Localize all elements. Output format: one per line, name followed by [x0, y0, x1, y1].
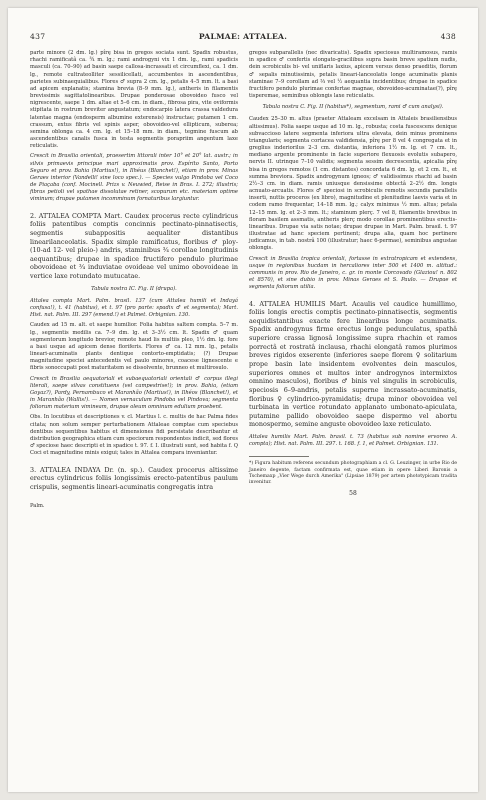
- left-column: [30, 50, 238, 510]
- species-heading-attalea-indaya: 3. ATTALEA INDAYA Dr. (n. sp.). Caudex procerus altissime erectus cylindricus foliis longissimis erecto-patentibus paulum crispulis, segmentis lineari-acuminatis congregatis intra: [30, 465, 238, 491]
- right-column: [249, 50, 457, 497]
- running-header: [30, 32, 456, 44]
- plate-reference-3: Tabula nostra C. Fig. II (habitus*), segmentum, rami ♂ cum analysi).: [262, 104, 444, 111]
- species-heading-attalea-humilis: 4. ATTALEA HUMILIS Mart. Acaulis vel caudice humillimo, foliis longis erectis comptis pectinato-pinnatisectis, segmentis aequidistantibus exacte fere linearibus longe acuminatis. Spadix androgynus firme erectus longe pedunculatus, spathâ superiore crassa lignosâ longissime supra rhachin et ramos porrectâ et rostratâ inclausa, rhachi elongatâ ramos plurimos breves rigidos exserente (inferiores saepe florem ♀ solitarium prope basin late insidentem evolventes dein masculos, superiores omnes et multos inter androgynos intermixtos omnino masculos), floribus ♂ binis vel singulis in scrobiculis, speciosis 6–9-andris, petalis superne incrassato-acuminatis, floribus ♀ cylindrico-pyramidatis; drupa minor obovoidea vel turbinata in vertice rotundato applanato umbonato-apiculata, putamine pallido obovoideo saepe dispermo vel abortu monospermo, semine anguste obovoideo laxe reticulato.: [249, 299, 457, 429]
- citation-2: Attalea compta Mart. Palm. brasil. 137 (cum Attalea humili et Indayá confusa!), t. 41 (habitus), et t. 97 (pro parte: spadix ♂ et segmenta); Mart. Hist. nat. Palm. III. 297 (emend.!) et Palmet. Orbignian. 130.: [30, 297, 238, 319]
- footnote-rule: [249, 456, 309, 457]
- plate-reference-2: Tabula nostra IC. Fig. II (drupa).: [91, 285, 177, 292]
- paragraph-distribution-1: Crescit in Brasilia orientali, praesertim littorali inter 10° et 20° lat. austr.; in silvis primaevis principue mari approximatis prov. Espírito Santo, Porto Seguro et prov. Bahia (Martius!), in Ilhéus (Blanchet!), etiam in prov. Minas Geraes interior (Vandelli! sine loco spec.). — Species vulgo Pindoba vel Coco de Piaçaba (conf. Mocinell. Prizs v. Neuwied, Reise in Bras. I. 272; illustris; fibras petioli vel spathae dissolutae retiner, scopurum etc. materiam optime viminum; drupae putamen incomminum fornaturibus largiuntur.: [30, 153, 238, 203]
- species-heading-attalea-compta: 2. ATTALEA COMPTA Mart. Caudex procerus recte cylindricus foliis patentibus comptis concinnis pectinato-pinnatisectis, segmentis subappositis aequaliter distantibus linearilanceolatis. Spadix simple ramificatus, floribus ♂ ploy-(10-ad 12- vel pleio-) andris, staminibus ¾ corollae longitudinis aequantibus; drupae in spadice fructifero pendulo plurimae obovoideae et ¾ induviatae ovoideae vel unimo obovoideae in vertice laxe rotundato mutucatae.: [30, 211, 238, 281]
- paragraph-description-2: Caudex ad 15 m. alt. et saepe humilior. Folia habitus saltem compta. 5–7 m. lg., segmentis medilis ca. 7–9 dm. lg. et 3–3½ cm. lt. Spadix ♂ quam segmentorum longitudo brevior, remote haud lis multiis pleo, 1½ dm. lg. fore a basi usque ad apicem dense floriferis. Flores ♂ ca. 12 mm. lg., petalis lineari-acuminatis plants dentique contorto-emptidatis; (?) Drupae magnitudine speciei antecedentis vel paulo minores, coacese lignescente e fibris sonoccupati post maturitatem se dissolvente, brunneo et multirosulo.: [30, 322, 238, 372]
- paragraph-description-1: parte minore (2 dm. lg.) pîrę bisa in gregos sociata sunt. Spadix robustus, rhachi ramificatâ ca. ¾ m. lg.; rami androgyni vix 1 dm. lg., rami spadicis masculi (ca. 70–90) ad basin saepe callosa-incrassati et circumflexi, ca. 1 dm. lg., remote cultrateolliter sessilicellati, accumbentes in ascendentibus, parietes subinaequialibus. Flores ♂ supra 2 cm. lg., petalis 4–5 mm. lt. a basi ad apicem explanatis; stamina brevia (8–9 mm. lg.), antheris in filamentis brevissimis sagittatolinearibus. Drupae ponderosae obovoideo fusco vel nigrescente, saepe 1 dm. altae et 5–6 cm. in diam., fibrosa pira, vite oviformis stipitata in rostrum breviter angustatum; endocarpio latera crassa valdedura latentae magna (endosperm albumine exterensis) instructae; putamen 1 cm. crassum, extus fibris vel spinis asper, obovoideo-vel ellipticum, suberea; semina oblonga ca. 4 cm. lg. et 15–18 mm. in diam., tegmine fuscum ab ascendentibus canalis fusca in testa segmentis porapriim angentum laxe reticulatis.: [30, 50, 238, 150]
- paragraph-observation: Obs. In locutibus et descriptiones v. cl. Martius l. c. multis de hac Palma fides citata; non solum semper perturbationem Attaleae comptae cum speciebus dentibus sequentibus habitus et dimensiones fidi persistate describantur et distribution geographica etiam cum speciorum respondentes indicit, sed flores ♂ speciose haec descripti et in spadice t. 97. f. I. illustrati sunt, sed habita f. Q Coci et magnitudine minis exigui; tales in Attalea compara inveniantur.: [30, 414, 238, 457]
- paragraph-distribution-3: Crescit in Brasilia tropica orientali, fortasse in extratropicam et extendens, usque in regionibus hucdam in hercaliores inter 500 et 1400 m. altitud.: communis in prov. Rio de Janeiro, c. gr. in monte Corcovado (Glaziou! n. 802 et 8570), et sine dubio in prov. Minas Geraes et S. Paulo. — Drupae et segmenta foliorum utilia.: [249, 255, 457, 291]
- page-number-right: 438: [440, 32, 456, 41]
- paragraph-distribution-2: Crescit in Brasilia aequatoriali et subaequatoriali orientali ♂ corpus illegi literali, saepe silvas constituens (vel campestrise!); in prov. Bahia, (etiam Goyaz?), Pardy, Pernambuco et Maranhão (Martius!), in Ilhéos (Blanchet!), et in Maranhão (Wallis!). — Nomen vernaculum Pindoba vel Pindova; segmenta foliorum materium vimineam, drupae oleum omninum edulium praebent.: [30, 375, 238, 411]
- catchword: Palm.: [30, 503, 45, 510]
- paragraph-description-3: Caudex 25–30 m. altus (praeter Attaleam excelsam in Attaleis brasiliensibus altissimus). Folia saepe usque ad 10 m. lg., robusta; costa fuscescens denique subvaccioso latere segmenta inferiora ultra elevata, dein minus prominens triangularis; segmenta cortacea valdidensia, pîrę per 8 vel 4 congregata et in greglius inderiorilus 2–3 cm. distantia, inferiora 1½ m. lg. et 7 cm. lt., mediano argente prominente in facie superiore flexuosis evolutis subapero, nervis II. utrinque 7–10 validis; segmenta sessim decrescentia, apicalia pîrę bisa in gregos remotos (1 cm. distantes) concordata 6 dm. lg. et 2 cm. lt., et summa breviora. Spadix androgynum igneos; ♂ validissimus rhachi ad basin 2½–3 cm. in diam. ramis uniusque densissime obtectâ 2–2½ dm. longis acnuato-arcuatis. Flores ♂ speciosi in scrobiculis remotis secundis parallelis inserti, nuttis proceros (ex libro), magnitudine et plenitudine laevis varia et in codem ramo frequentar, 14–18 mm. lg.; calyx minimus ½ mm. altus; petala 12–15 mm. lg. et 2–3 mm. lt.; staminum plerç. 7 vel 8, filamentis brevibus in floram basilem assmatis, antheris plerç modo corollae prominentibus erectis-linearibus. Drupae via satis notae; drupae drupae in Mart. Palm. brasil. t. 97 illustratae ad hanc speciem pertinent; drupa alia, quam hoc pertinere judicamus, in tab. nostrâ 100 (illustratur; haec 6-permae), seminibus angustae oblongis.: [249, 116, 457, 252]
- footnote: *) Figura habitum referens secundum photographiam a cl. G. Leuzinger, in urbe Rio de Janeiro degente, factam confirmata est, quae etiam in opere Liberi Baronis a Tschemaxp „Vier Wege durch Amerika" (Lipsiae 1879) per artem phototypicam tradita invenitur.: [249, 461, 457, 486]
- signature-number: 58: [349, 489, 357, 497]
- citation-4: Attalea humilis Mart. Palm. brasil. t. 73 (habitus sub nomine ervoreo A. compta); Hist. nat. Palm. III. 297. t. 168. f. 1, et Palmet. Orbignian. 131.: [249, 434, 457, 448]
- document-page: [8, 8, 478, 792]
- page-number-left: 437: [30, 32, 46, 41]
- paragraph-continuation: gregos subparallelis (nec divaricatis). Spadix speciosus multiramosus, ramis in spadice ♂ confertis elongato-gracilibus supra basin breve spatium nudis, dein scrobiculis bi- vel uniflaris laxius, apicem versus denso praeditis, florum ♂ sepalis minutissimis, petalis lineari-lanceolatis longe acuminatis planis staminae 7–9 corollam ad ⅔ vel ½ aequantia incidentibus; drupae in spadice fructifero pendulo plurimae confertae magnae, obovoideo-acuminatae(?), pîrę tisperemae, seminibus oblongis laxe reticulatis.: [249, 50, 457, 100]
- running-title: PALMAE: ATTALEA.: [198, 32, 288, 41]
